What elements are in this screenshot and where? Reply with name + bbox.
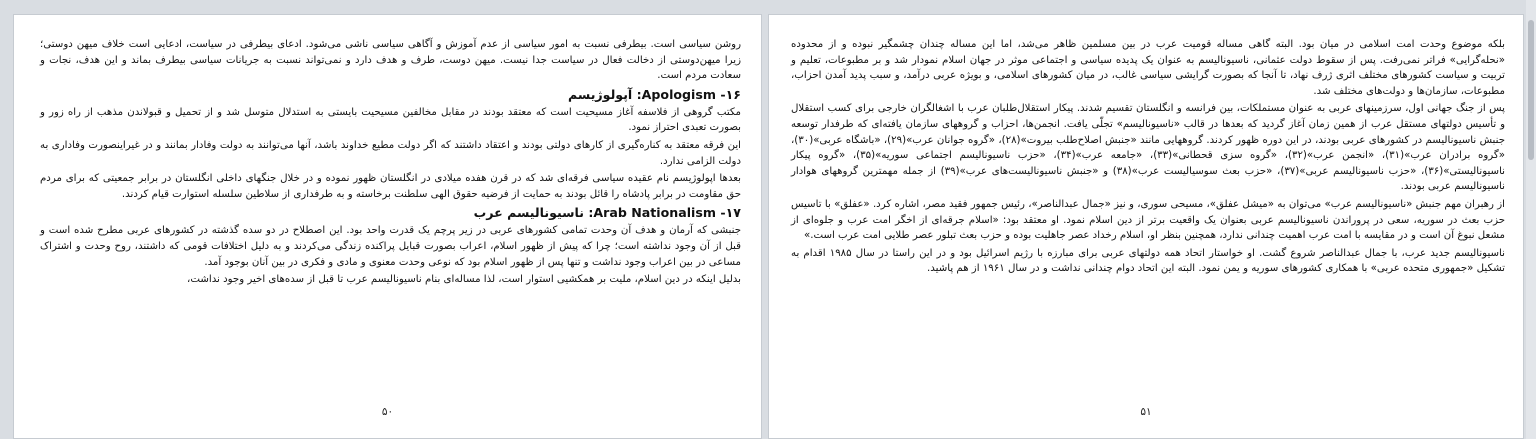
paragraph: بدلیل اینکه در دین اسلام، ملیت بر همکشیی استوار است، لذا مساله‌ای بنام ناسیونالیسم عرب تا قبل از سده‌های اخیر وجود نداشت، (187, 274, 741, 286)
scrollbar-thumb[interactable] (1528, 20, 1534, 160)
page-51 (768, 14, 1524, 439)
paragraph: ناسیونالیسم جدید عرب، با جمال عبدالناصر شروع گشت. او خواستار اتحاد همه دولتهای عربی برای مبارزه با رژیم اسرائیل بود و در این راستا در سال ۱۹۸۵ اقدام به تشکیل «جمهوری متحده عربی» با همکاری کشورهای سوریه و یمن نمود. البته این اتحاد دوام چندانی نداشت و در سال ۱۹۶۱ از هم پاشید. (791, 247, 1505, 275)
page-number: ۵۱ (1140, 406, 1152, 418)
vertical-scrollbar[interactable] (1526, 0, 1536, 439)
paragraph: این فرقه معتقد به کناره‌گیری از کارهای دولتی بودند و اعتقاد داشتند که اگر دولت مطیع خداوند باشد، آنها می‌توانند به دولت وفادار بمانند و در غیراینصورت وفاداری به دولت الزامی ندارد. (40, 139, 741, 167)
paragraph: بلکه موضوع وحدت امت اسلامی در میان بود. البته گاهی مساله قومیت عرب در بین مسلمین ظاهر می‌شد، اما این مساله چندان چشمگیر نبوده و از محدوده «نحله‌گرایی» فراتر نمی‌رفت. پس از سقوط دولت عثمانی، ناسیونالیسم به عنوان یک پدیده سیاسی و اجتماعی موثر در جهان اسلام نمودار شد و بر مطبوعات، تعلیم و تربیت و سیاست کشورهای مختلف اثری ژرف نهاد، تا آنجا که بصورت گرایشی سیاسی غالب، در میان کشورهای اسلامی، و بویژه عربی درآمد، و سبب پدید آمدن احزاب، مطبوعات، سازمان‌ها و دولت‌های مختلف شد. (791, 39, 1505, 97)
section-heading-arab-nationalism: ۱۷- Arab Nationalism: ناسیونالیسم عرب (473, 205, 741, 221)
paragraph: پس از جنگ جهانی اول، سرزمینهای عربی به عنوان مستملکات، بین فرانسه و انگلستان تقسیم شدند. پیکار استقلال‌طلبان عرب با اشغالگران خارجی برای کسب استقلال و تأسیس دولتهای مستقل عرب از همین زمان آغاز گردید که بعدها در قالب «ناسیونالیسم» تجلّی یافت. انجمن‌ها، احزاب و گروههای سازمان یافته‌ای که طرفدار توسعه جنبش ناسیونالیسم در کشورهای عربی بودند، در این دوره ظهور کردند. گروههایی مانند «جنبش اصلاح‌طلب بیروت»(۲۸)، «گروه جوانان عرب»(۲۹)، «باشگاه عربی»(۳۰)، «گروه برادران عرب»(۳۱)، «انجمن عرب»(۳۲)، «گروه سزی قحطانی»(۳۳)، «جامعه عرب»(۳۴)، «حزب ناسیونالیسم اجتماعی سوریه»(۳۵)، «گروه پیکار ناسیونالیستی»(۳۶)، «حزب ناسیونالیسم عربی»(۳۷)، «حزب بعث سوسیالیست عرب»(۳۸) و «جنبش ناسیونالیست‌های عرب»(۳۹) از جمله مهمترین گروههای هوادار ناسیونالیسم عربی بودند. (791, 103, 1506, 193)
section-heading-apologism: ۱۶- Apologism: آپولوژیسم (568, 86, 741, 102)
page-number: ۵۰ (381, 406, 394, 418)
page-50 (13, 14, 762, 439)
paragraph: از رهبران مهم جنبش «ناسیونالیسم عرب» می‌توان به «میشل عفلق»، مسیحی سوری، و نیز «جمال عبدالناصر»، رئیس جمهور فقید مصر، اشاره کرد. «عفلق» با تاسیس حزب بعث در سوریه، سعی در پروراندن ناسیونالیسم عربی بعنوان یک واقعیت برتر از دین اسلام نمود. او معتقد بود: «اسلام جرقه‌ای از اخگر امت عرب و جلوه‌ای از مشعل نبوغ آن است و در مقایسه با امت عرب اهمیت چندانی ندارد، همچنین بنظر او، اسلام رخداد عصر جاهلیت بوده و حزب بعث تبلور عصر طلایی امت عرب است.» (791, 198, 1505, 242)
paragraph: بعدها اپولوژیسم نام عقیده سیاسی فرقه‌ای شد که در قرن هفده میلادی در انگلستان ظهور نموده و در خلال جنگهای داخلی انگلستان در برابر جمعیتی که برای مردم حق مقاومت در برابر پادشاه را قائل بودند به حمایت از فرضیه حقوق الهی سلطنت برخاسته و به طرفداری از سلاطین سلسله استوارت قیام کردند. (40, 173, 741, 200)
page-51-body (791, 37, 1505, 279)
paragraph: روشن سیاسی است. بیطرفی نسبت به امور سیاسی از عدم آموزش و آگاهی سیاسی ناشی می‌شود. ادعای بیطرفی در سیاست، ادعایی است خلاف میهن دوستی؛ زیرا میهن‌دوستی از دخالت فعال در سیاست جدا نیست. میهن دوست، طرف و هدف دارد و نمی‌تواند نسبت به جریانات سیاسی بیطرف بماند و این هدف، نجات و سعادت مردم است. (40, 39, 741, 82)
page-50-body (40, 37, 741, 290)
paragraph: جنبشی که آرمان و هدف آن وحدت تمامی کشورهای عربی در زیر پرچم یک قدرت واحد بود. این اصطلاح در دو سده گذشته در کشورهای عربی مطرح شده است و قبل از آن وجود نداشته است؛ چرا که پیش از ظهور اسلام، اعراب بصورت قبایل پراکنده زندگی می‌کردند و به دلیل اختلافات قومی که داشتند، روح وحدت و اشتراک مساعی در بین اعراب وجود نداشت و تنها پس از ظهور اسلام بود که نوعی وحدت معنوی و مادی و فکری در بین آنان بوجود آمد. (40, 225, 741, 268)
paragraph: مکتب گروهی از فلاسفه آغاز مسیحیت است که معتقد بودند در مقابل مخالفین مسیحیت بایستی به استدلال متوسل شد و از تحمیل و قبولاندن مذهب از راه زور و بصورت تعبدی احتراز نمود. (40, 106, 741, 134)
